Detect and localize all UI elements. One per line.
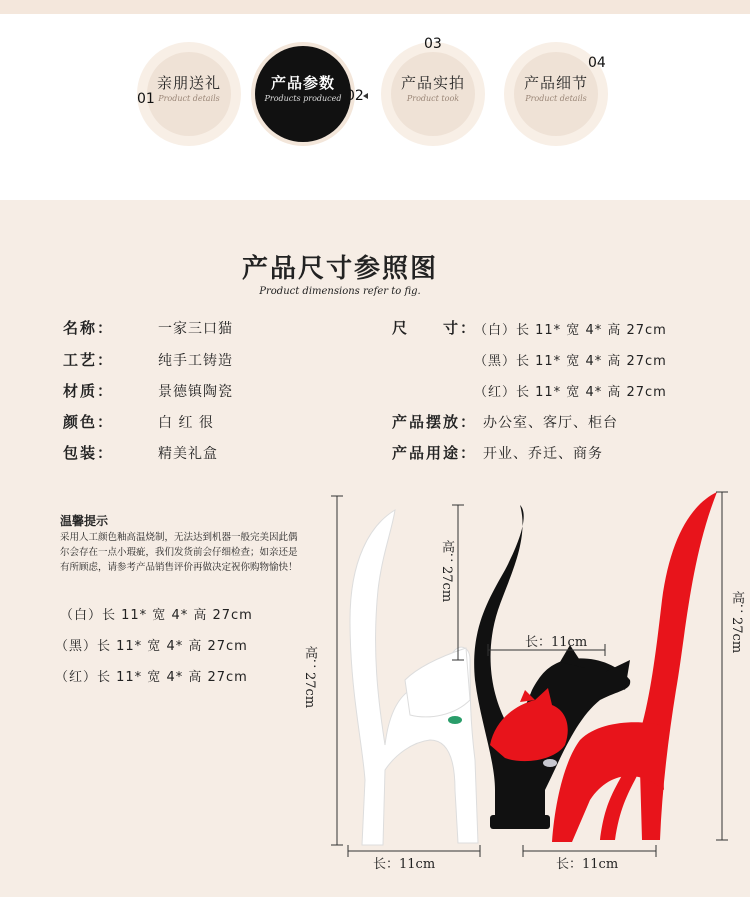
page-title: 产品尺寸参照图 [241,254,438,284]
collar-jewel [448,716,462,724]
spec-label-size: 尺 寸： [392,319,478,337]
spec-label-usage: 产品用途： [392,444,478,462]
height-label-right: 高：27cm [729,591,744,654]
step-title: 产品参数 [270,74,335,92]
spec-value-package: 精美礼盒 [158,446,218,462]
spec-value-name: 一家三口猫 [158,321,233,337]
spec-label-color: 颜色： [63,413,115,431]
white-cat [350,510,478,845]
tip-title: 温馨提示 [60,514,109,528]
spec-value-size-black: （黑）长 11* 宽 4* 高 27cm [474,354,667,369]
length-label-right: 长：11cm [556,857,619,872]
spec-value-material: 景德镇陶瓷 [158,384,233,400]
spec-value-color: 白 红 很 [158,415,214,431]
length-label-mid: 长：11cm [525,635,588,650]
step-number: 03 [424,36,442,52]
tip-size-black: （黑）长 11* 宽 4* 高 27cm [55,639,248,654]
spec-label-craft: 工艺： [63,351,115,369]
page-subtitle: Product dimensions refer to fig. [259,286,421,297]
step-number: 01 [137,91,155,107]
step-title: 产品细节 [523,74,588,92]
step-subtitle: Product details [158,94,220,103]
step-title: 产品实拍 [400,74,465,92]
spec-value-placement: 办公室、客厅、柜台 [483,415,618,431]
step-title: 亲朋送礼 [156,74,221,92]
tip-size-red: （红）长 11* 宽 4* 高 27cm [55,670,248,685]
spec-label-placement: 产品摆放： [392,413,478,431]
spec-label-package: 包装： [63,444,115,462]
spec-value-craft: 纯手工铸造 [158,353,233,369]
tip-size-white: （白）长 11* 宽 4* 高 27cm [60,608,253,623]
spec-value-size-red: （红）长 11* 宽 4* 高 27cm [474,385,667,400]
spec-label-material: 材质： [63,382,115,400]
step-number: 02 [346,88,364,104]
collar-jewel [543,759,557,767]
step-subtitle: Product took [406,94,460,103]
height-label-left: 高：27cm [302,646,317,709]
spec-value-usage: 开业、乔迁、商务 [483,446,603,462]
tip-text: 采用人工颜色釉高温烧制，无法达到机器一般完美因此偶尔会存在一点小瑕疵，我们发货前会仔细检查；如亲还是有所顾虑，请参考产品销售评价再做决定祝你购物愉快！ [60,532,298,573]
step-subtitle: Products produced [264,94,342,103]
spec-label-name: 名称： [63,319,115,337]
height-label-mid: 高：27cm [439,540,454,603]
step-subtitle: Product details [525,94,587,103]
spec-value-size-white: （白）长 11* 宽 4* 高 27cm [474,323,667,338]
length-label-left: 长：11cm [373,857,436,872]
step-number: 04 [588,55,606,71]
